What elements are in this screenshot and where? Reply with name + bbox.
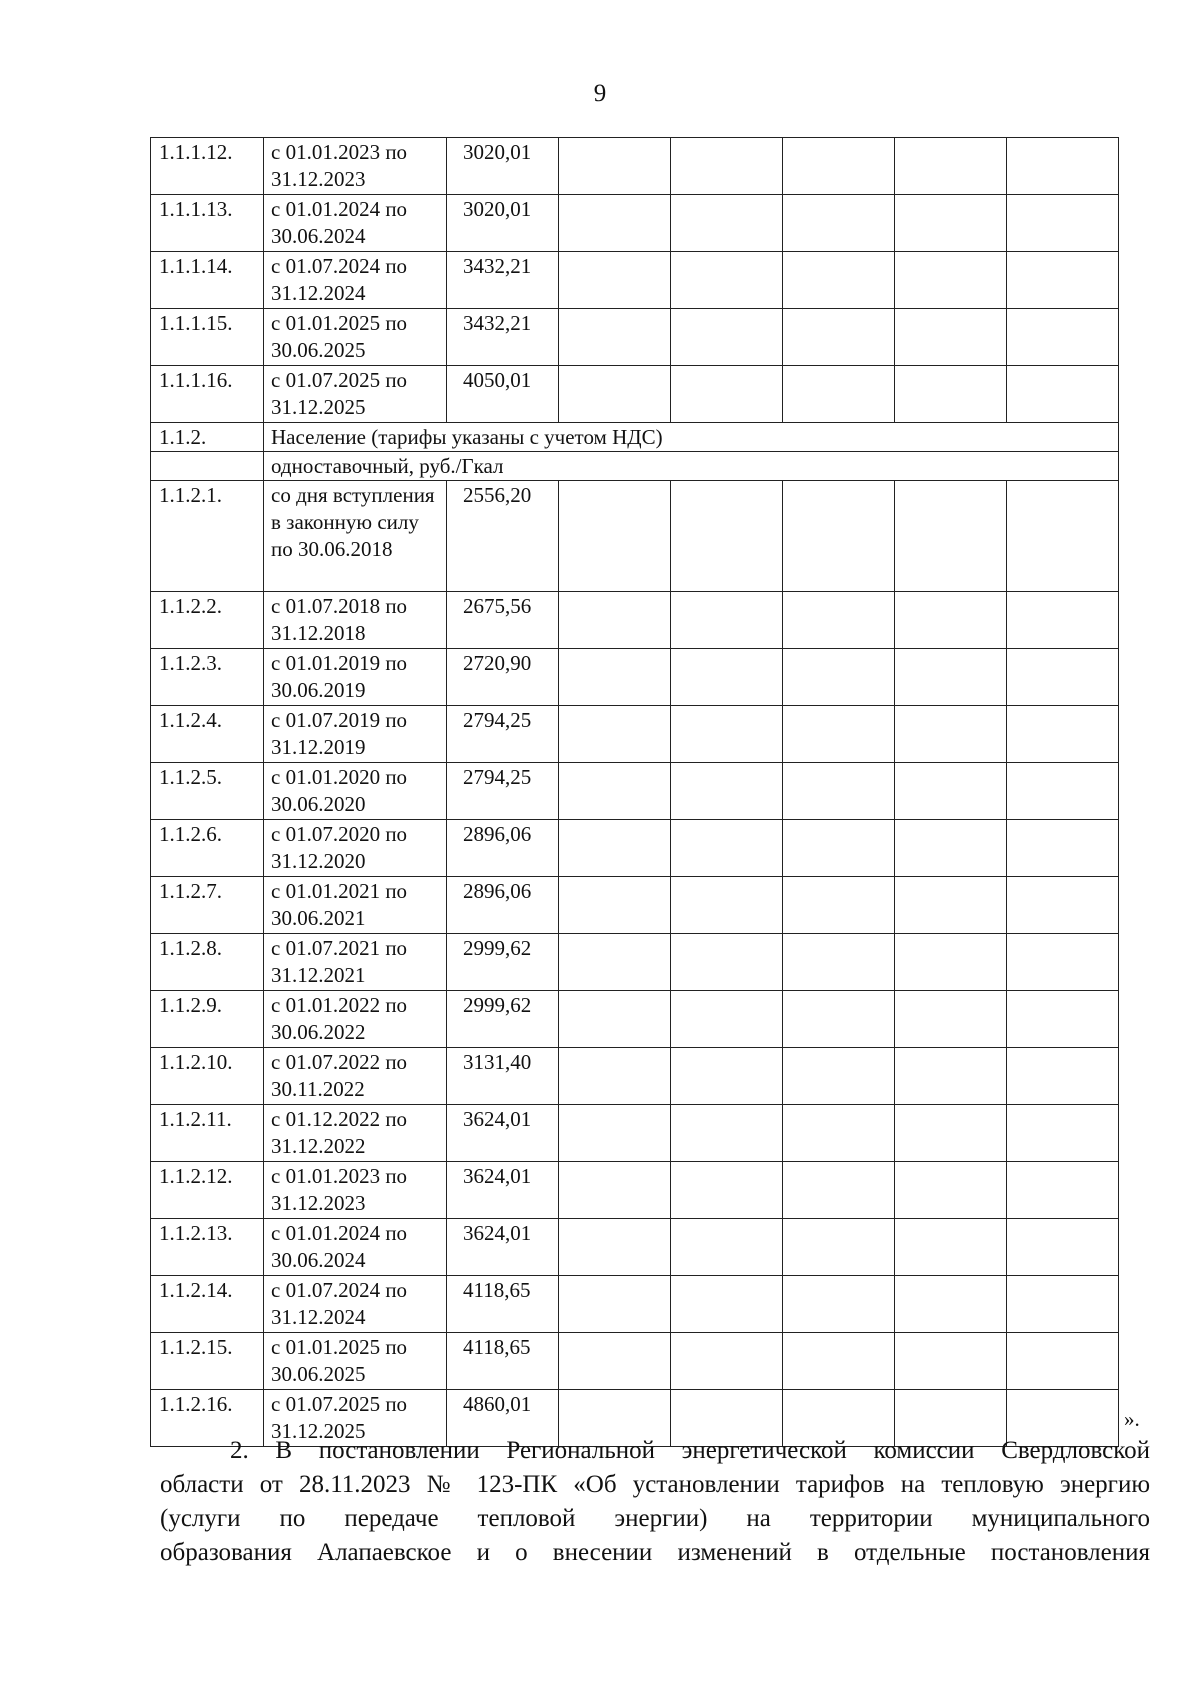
row-period: с 01.01.2024 по 30.06.2024: [264, 195, 447, 252]
row-value: 2794,25: [447, 706, 559, 763]
empty-cell: [671, 592, 783, 649]
empty-cell: [895, 649, 1007, 706]
empty-cell: [559, 934, 671, 991]
empty-cell: [559, 820, 671, 877]
empty-cell: [1007, 481, 1119, 592]
empty-cell: [559, 309, 671, 366]
row-number: 1.1.2.8.: [151, 934, 264, 991]
empty-cell: [1007, 763, 1119, 820]
empty-cell: [1007, 649, 1119, 706]
table-row: [151, 1276, 1119, 1333]
empty-cell: [671, 195, 783, 252]
row-number: 1.1.2.13.: [151, 1219, 264, 1276]
empty-cell: [671, 138, 783, 195]
row-period: с 01.07.2025 по 31.12.2025: [264, 366, 447, 423]
row-value: 3624,01: [447, 1105, 559, 1162]
row-number: 1.1.2.7.: [151, 877, 264, 934]
table-row: [151, 991, 1119, 1048]
empty-cell: [1007, 1276, 1119, 1333]
empty-cell: [783, 252, 895, 309]
row-number: 1.1.1.12.: [151, 138, 264, 195]
empty-cell: [1007, 1048, 1119, 1105]
row-period: с 01.01.2020 по 30.06.2020: [264, 763, 447, 820]
section-subtitle-row: [151, 452, 1119, 481]
empty-cell: [671, 1333, 783, 1390]
empty-cell: [559, 706, 671, 763]
empty-cell: [783, 1333, 895, 1390]
empty-cell: [1007, 991, 1119, 1048]
empty-cell: [895, 1219, 1007, 1276]
table-row: [151, 138, 1119, 195]
empty-cell: [559, 252, 671, 309]
empty-cell: [783, 649, 895, 706]
section-row: [151, 423, 1119, 452]
empty-cell: [671, 934, 783, 991]
row-value: 2556,20: [447, 481, 559, 592]
empty-cell: [559, 763, 671, 820]
empty-cell: [1007, 195, 1119, 252]
table-row: [151, 592, 1119, 649]
empty-cell: [559, 649, 671, 706]
row-value: 4860,01: [447, 1390, 559, 1447]
empty-cell: [895, 820, 1007, 877]
table-row: [151, 763, 1119, 820]
table-row: [151, 1105, 1119, 1162]
table-row: [151, 252, 1119, 309]
empty-cell: [895, 195, 1007, 252]
row-value: 3020,01: [447, 138, 559, 195]
table-row: [151, 877, 1119, 934]
paragraph-line-1-text: 2. В постановлении Региональной энергетической комиссии Свердловской: [230, 1437, 1150, 1464]
empty-cell: [783, 366, 895, 423]
row-value: 2999,62: [447, 934, 559, 991]
row-period: с 01.12.2022 по 31.12.2022: [264, 1105, 447, 1162]
empty-cell: [783, 1105, 895, 1162]
row-period: с 01.07.2021 по 31.12.2021: [264, 934, 447, 991]
table-row: [151, 934, 1119, 991]
table-row: [151, 1048, 1119, 1105]
section-title: Население (тарифы указаны с учетом НДС): [264, 423, 1119, 452]
row-value: 2794,25: [447, 763, 559, 820]
empty-cell: [895, 252, 1007, 309]
empty-cell: [783, 763, 895, 820]
row-period: с 01.07.2022 по 30.11.2022: [264, 1048, 447, 1105]
table-row: [151, 309, 1119, 366]
table-row: [151, 649, 1119, 706]
row-number: 1.1.1.15.: [151, 309, 264, 366]
row-number: 1.1.1.14.: [151, 252, 264, 309]
empty-cell: [783, 1276, 895, 1333]
closing-quote: ».: [1124, 1407, 1140, 1431]
empty-cell: [671, 1105, 783, 1162]
empty-cell: [783, 309, 895, 366]
table-row: [151, 366, 1119, 423]
empty-cell: [783, 138, 895, 195]
row-value: 4118,65: [447, 1276, 559, 1333]
row-period: с 01.01.2025 по 30.06.2025: [264, 1333, 447, 1390]
row-number: 1.1.2.15.: [151, 1333, 264, 1390]
table-row: [151, 481, 1119, 592]
row-period: с 01.07.2019 по 31.12.2019: [264, 706, 447, 763]
empty-cell: [783, 1048, 895, 1105]
empty-cell: [671, 481, 783, 592]
empty-cell: [895, 1105, 1007, 1162]
empty-cell: [1007, 1105, 1119, 1162]
row-number: 1.1.2.6.: [151, 820, 264, 877]
table-row: [151, 1162, 1119, 1219]
empty-cell: [895, 592, 1007, 649]
table-row: [151, 820, 1119, 877]
empty-cell: [559, 1162, 671, 1219]
row-period: с 01.07.2018 по 31.12.2018: [264, 592, 447, 649]
row-value: 2896,06: [447, 877, 559, 934]
table-row: [151, 1219, 1119, 1276]
paragraph-line-2: области от 28.11.2023 № 123-ПК «Об установлении тарифов на тепловую энергию: [160, 1471, 1150, 1498]
row-period: с 01.01.2023 по 31.12.2023: [264, 1162, 447, 1219]
row-period: с 01.01.2024 по 30.06.2024: [264, 1219, 447, 1276]
row-period: с 01.07.2020 по 31.12.2020: [264, 820, 447, 877]
row-period: с 01.01.2022 по 30.06.2022: [264, 991, 447, 1048]
empty-cell: [671, 1162, 783, 1219]
empty-cell: [559, 991, 671, 1048]
row-value: 3131,40: [447, 1048, 559, 1105]
empty-cell: [671, 649, 783, 706]
empty-cell: [1007, 820, 1119, 877]
row-number: 1.1.1.13.: [151, 195, 264, 252]
empty-cell: [671, 309, 783, 366]
empty-cell: [783, 877, 895, 934]
empty-cell: [671, 1276, 783, 1333]
empty-cell: [559, 138, 671, 195]
empty-cell: [559, 1333, 671, 1390]
tariff-rows-group-2: [151, 481, 1119, 1447]
empty-cell: [559, 1048, 671, 1105]
empty-cell: [895, 1162, 1007, 1219]
row-period: с 01.07.2024 по 31.12.2024: [264, 252, 447, 309]
row-number: 1.1.2.5.: [151, 763, 264, 820]
empty-cell: [671, 706, 783, 763]
row-value: 3624,01: [447, 1162, 559, 1219]
empty-cell: [895, 991, 1007, 1048]
empty-cell: [559, 877, 671, 934]
empty-cell: [783, 1219, 895, 1276]
empty-cell: [559, 1105, 671, 1162]
empty-cell: [895, 309, 1007, 366]
empty-cell: [1007, 309, 1119, 366]
empty-cell: [895, 481, 1007, 592]
empty-cell: [1007, 877, 1119, 934]
empty-cell: [559, 481, 671, 592]
page-number: 9: [593, 80, 607, 107]
row-period: с 01.01.2019 по 30.06.2019: [264, 649, 447, 706]
row-number: 1.1.2.16.: [151, 1390, 264, 1447]
empty-cell: [895, 1048, 1007, 1105]
empty-cell: [559, 195, 671, 252]
tariff-table: [150, 137, 1119, 1447]
row-value: 2999,62: [447, 991, 559, 1048]
paragraph-line-4: образования Алапаевское и о внесении изменений в отдельные постановления: [160, 1539, 1150, 1566]
row-number: 1.1.2.2.: [151, 592, 264, 649]
empty-cell: [1007, 1162, 1119, 1219]
row-period: с 01.07.2025 по 31.12.2025: [264, 1390, 447, 1447]
empty-cell: [895, 877, 1007, 934]
empty-cell: [559, 592, 671, 649]
row-number: 1.1.1.16.: [151, 366, 264, 423]
empty-cell: [895, 138, 1007, 195]
empty-cell: [895, 706, 1007, 763]
paragraph-line-1: [160, 1434, 1150, 1468]
empty-cell: [559, 1219, 671, 1276]
row-value: 3432,21: [447, 252, 559, 309]
row-value: 4118,65: [447, 1333, 559, 1390]
row-number: 1.1.2.14.: [151, 1276, 264, 1333]
section-header-group: [151, 423, 1119, 481]
empty-cell: [1007, 1219, 1119, 1276]
row-value: 2675,56: [447, 592, 559, 649]
row-period: с 01.01.2021 по 30.06.2021: [264, 877, 447, 934]
empty-cell: [783, 934, 895, 991]
row-number: 1.1.2.9.: [151, 991, 264, 1048]
row-period: с 01.01.2025 по 30.06.2025: [264, 309, 447, 366]
empty-cell: [559, 366, 671, 423]
row-value: 2720,90: [447, 649, 559, 706]
row-number: 1.1.2.1.: [151, 481, 264, 592]
empty-cell: [1007, 252, 1119, 309]
empty-cell: [1007, 1333, 1119, 1390]
empty-cell: [1007, 706, 1119, 763]
empty-cell: [671, 1048, 783, 1105]
row-value: 3020,01: [447, 195, 559, 252]
empty-cell: [783, 481, 895, 592]
tariff-rows-group-1: [151, 138, 1119, 423]
empty-cell: [783, 820, 895, 877]
empty-cell: [783, 1162, 895, 1219]
row-number: 1.1.2.4.: [151, 706, 264, 763]
empty-cell: [671, 991, 783, 1048]
empty-cell: [1007, 366, 1119, 423]
paragraph-line-3: (услуги по передаче тепловой энергии) на территории муниципального: [160, 1505, 1150, 1532]
row-period: с 01.07.2024 по 31.12.2024: [264, 1276, 447, 1333]
row-number: 1.1.2.12.: [151, 1162, 264, 1219]
empty-cell: [895, 366, 1007, 423]
empty-cell: [895, 763, 1007, 820]
empty-cell: [671, 252, 783, 309]
row-number: 1.1.2.11.: [151, 1105, 264, 1162]
row-value: 4050,01: [447, 366, 559, 423]
section-subtitle: одноставочный, руб./Гкал: [264, 452, 1119, 481]
empty-cell: [671, 366, 783, 423]
empty-cell: [671, 877, 783, 934]
empty-cell: [895, 934, 1007, 991]
empty-cell: [559, 1276, 671, 1333]
empty-cell: [783, 592, 895, 649]
table-row: [151, 706, 1119, 763]
empty-cell: [151, 452, 264, 481]
row-period: со дня вступления в законную силу по 30.06.2018: [264, 481, 447, 592]
empty-cell: [1007, 592, 1119, 649]
empty-cell: [895, 1276, 1007, 1333]
empty-cell: [1007, 934, 1119, 991]
table-row: [151, 195, 1119, 252]
row-value: 2896,06: [447, 820, 559, 877]
table-row: [151, 1333, 1119, 1390]
row-value: 3432,21: [447, 309, 559, 366]
row-period: с 01.01.2023 по 31.12.2023: [264, 138, 447, 195]
empty-cell: [783, 706, 895, 763]
section-number: 1.1.2.: [151, 423, 264, 452]
amendment-paragraph: [160, 1434, 1150, 1570]
empty-cell: [671, 820, 783, 877]
row-value: 3624,01: [447, 1219, 559, 1276]
row-number: 1.1.2.3.: [151, 649, 264, 706]
row-number: 1.1.2.10.: [151, 1048, 264, 1105]
empty-cell: [895, 1333, 1007, 1390]
empty-cell: [671, 763, 783, 820]
empty-cell: [783, 991, 895, 1048]
empty-cell: [671, 1219, 783, 1276]
empty-cell: [1007, 138, 1119, 195]
empty-cell: [783, 195, 895, 252]
